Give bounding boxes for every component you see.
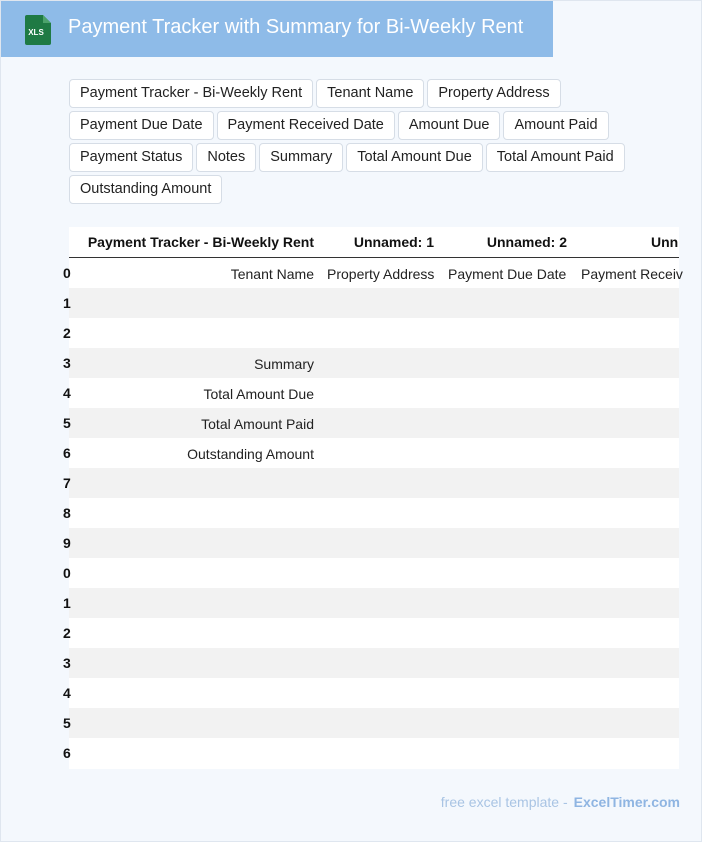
column-chip[interactable]: Payment Status xyxy=(69,143,193,172)
row-index: 4 xyxy=(63,385,71,401)
row-index: 0 xyxy=(63,565,71,581)
column-chip-list xyxy=(69,79,669,204)
table-row xyxy=(63,528,679,558)
row-index: 5 xyxy=(63,415,71,431)
table-row xyxy=(63,678,679,708)
table-header-row xyxy=(69,227,679,258)
column-chip[interactable]: Amount Paid xyxy=(503,111,608,140)
table-cell: Outstanding Amount xyxy=(187,446,314,462)
row-index: 2 xyxy=(63,625,71,641)
column-chip[interactable]: Tenant Name xyxy=(316,79,424,108)
column-header: Unn xyxy=(651,234,679,250)
column-chip[interactable]: Payment Received Date xyxy=(217,111,395,140)
table-cell: Property Address xyxy=(327,266,435,282)
table-row xyxy=(63,738,679,768)
table-cell: Total Amount Paid xyxy=(201,416,314,432)
column-chip[interactable]: Payment Tracker - Bi-Weekly Rent xyxy=(69,79,313,108)
column-chip[interactable]: Notes xyxy=(196,143,256,172)
table-row xyxy=(63,558,679,588)
table-row xyxy=(63,498,679,528)
row-index: 6 xyxy=(63,745,71,761)
column-header: Unnamed: 2 xyxy=(486,234,567,250)
table-cell: Tenant Name xyxy=(230,266,314,282)
row-index: 3 xyxy=(63,355,71,371)
table-row xyxy=(63,708,679,738)
row-index: 1 xyxy=(63,595,71,611)
row-index: 6 xyxy=(63,445,71,461)
row-index: 7 xyxy=(63,475,71,491)
column-header: Unnamed: 1 xyxy=(353,234,434,250)
column-chip[interactable]: Outstanding Amount xyxy=(69,175,222,204)
row-index: 3 xyxy=(63,655,71,671)
row-index: 9 xyxy=(63,535,71,551)
xls-icon-label: XLS xyxy=(28,28,44,37)
row-index: 0 xyxy=(63,265,71,281)
row-index: 2 xyxy=(63,325,71,341)
column-chip[interactable]: Total Amount Due xyxy=(346,143,482,172)
table-row xyxy=(63,468,679,498)
footer-credit xyxy=(441,794,680,810)
column-chip[interactable]: Total Amount Paid xyxy=(486,143,625,172)
table-row xyxy=(63,378,679,408)
table-row xyxy=(63,438,679,468)
column-chip[interactable]: Property Address xyxy=(427,79,560,108)
row-index: 4 xyxy=(63,685,71,701)
table-row xyxy=(63,348,679,378)
table-cell: Total Amount Due xyxy=(203,386,314,402)
row-index: 8 xyxy=(63,505,71,521)
table-row xyxy=(63,618,679,648)
row-index: 5 xyxy=(63,715,71,731)
page-title: Payment Tracker with Summary for Bi-Weekly Rent xyxy=(68,16,524,38)
title-banner xyxy=(1,1,553,57)
table-row xyxy=(63,318,679,348)
table-row xyxy=(63,258,683,288)
column-chip[interactable]: Amount Due xyxy=(398,111,501,140)
table-row xyxy=(63,648,679,678)
spreadsheet-preview xyxy=(63,227,683,769)
row-index: 1 xyxy=(63,295,71,311)
column-chip[interactable]: Payment Due Date xyxy=(69,111,214,140)
table-row xyxy=(63,408,679,438)
table-cell: Summary xyxy=(254,356,314,372)
footer-text: free excel template - xyxy=(440,794,568,810)
xls-file-icon xyxy=(23,15,51,45)
footer-brand-link[interactable]: ExcelTimer.com xyxy=(573,794,680,810)
column-chip[interactable]: Summary xyxy=(259,143,343,172)
table-cell: Payment Receiv xyxy=(581,266,683,282)
column-header: Payment Tracker - Bi-Weekly Rent xyxy=(87,234,314,250)
table-cell: Payment Due Date xyxy=(448,266,567,282)
table-row xyxy=(63,588,679,618)
table-row xyxy=(63,288,679,318)
